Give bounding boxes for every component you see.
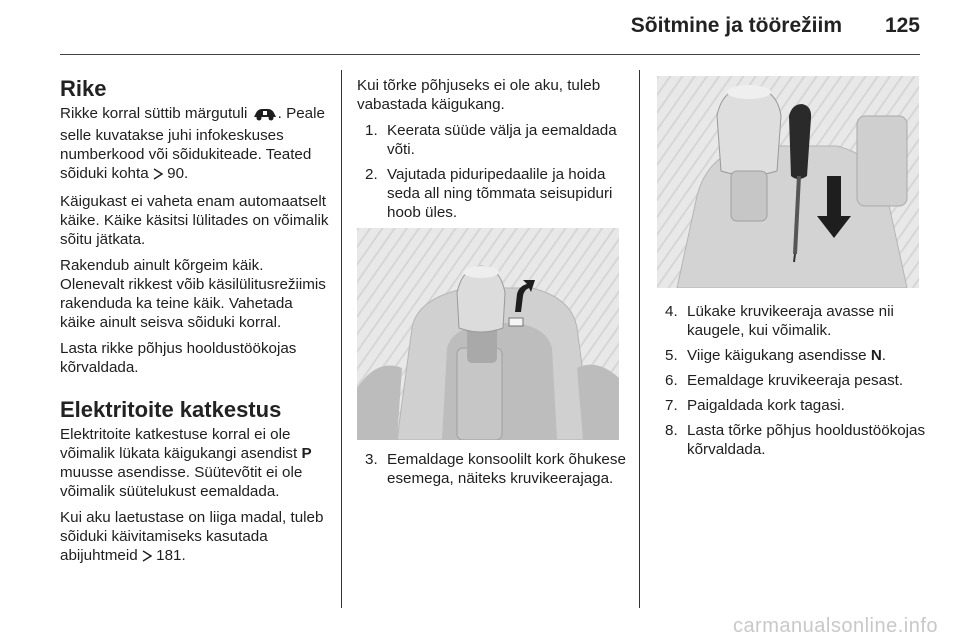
steps-list-2 — [357, 450, 627, 488]
fault-text-b: . — [277, 105, 282, 122]
header-rule — [60, 54, 920, 55]
list-item — [365, 450, 627, 488]
list-item — [665, 346, 927, 365]
column-1 — [60, 76, 330, 574]
step-number: 5. — [665, 347, 678, 364]
fault-text-a: Rikke korral süttib märgutuli — [60, 105, 248, 122]
fault-text-c: Peale selle kuvatakse juhi infokeskuses numberkood või sõidukiteade. Teated sõiduki kohta — [60, 105, 325, 182]
paragraph-no-auto-shift: Käigukast ei vaheta enam automaatselt käike. Käike käsitsi lülitades on võimalik sõitu jätkata. — [60, 193, 329, 248]
reference-arrow-icon — [142, 548, 152, 567]
power-text-b: muusse asendisse. Süütevõtit ei ole võimalik süütelukust eemaldada. — [60, 464, 303, 500]
heading-power-failure: Elektritoite katkestus — [60, 397, 282, 422]
power-text-a: Elektritoite katkestuse korral ei ole võimalik lükata käigukangi asendist — [60, 426, 298, 462]
list-item — [665, 302, 927, 340]
reference-arrow-icon — [153, 166, 163, 185]
column-3 — [657, 76, 927, 465]
step-text: Vajutada piduripedaalile ja hoida seda all ning tõmmata seisupiduri hoob üles. — [387, 166, 613, 221]
page-header — [0, 0, 960, 58]
watermark: carmanualsonline.info — [732, 615, 938, 637]
car-gearbox-warning-icon — [252, 107, 278, 126]
position-p: P — [301, 445, 312, 462]
list-item — [665, 396, 927, 415]
step-text: Eemaldage konsoolilt kork õhukese esemega, näiteks kruvikeerajaga. — [387, 451, 626, 487]
paragraph-fault-lamp — [60, 104, 330, 185]
step-text: Viige käigukang asendisse — [687, 347, 867, 364]
step-number: 6. — [665, 372, 678, 389]
step-text: Lükake kruvikeeraja avasse nii kaugele, kui võimalik. — [687, 303, 894, 339]
list-item — [365, 121, 627, 159]
steps-list-1 — [357, 121, 627, 222]
gear-lever-illustration — [357, 228, 619, 440]
step-number: 7. — [665, 397, 678, 414]
page-number: 125 — [884, 14, 920, 37]
column-divider-2 — [639, 70, 640, 608]
column-2 — [357, 76, 627, 494]
jump-text: Kui aku laetustase on liiga madal, tuleb sõiduki käivitamiseks kasutada abijuhtmeid — [60, 509, 324, 564]
section-title: Sõitmine ja töörežiim — [630, 14, 842, 37]
step-number: 8. — [665, 422, 678, 439]
paragraph-release-lever: Kui tõrke põhjuseks ei ole aku, tuleb vabastada käigukang. — [357, 77, 601, 113]
fault-ref: 90. — [167, 165, 189, 182]
steps-list-3 — [657, 302, 927, 459]
step-text-end: . — [881, 347, 887, 364]
paragraph-highest-gear: Rakendub ainult kõrgeim käik. Olenevalt rikkest võib käsilülitusrežiimis rakenduda ka teine käik. Vahetada käike ainult seisva sõiduki korral. — [60, 257, 326, 331]
paragraph-jump-start — [60, 508, 330, 567]
heading-rike: Rike — [60, 76, 107, 101]
paragraph-repair: Lasta rikke põhjus hooldustöökojas kõrvaldada. — [60, 340, 297, 376]
step-number: 4. — [665, 303, 678, 320]
position-n: N — [870, 347, 882, 364]
jump-ref: 181. — [156, 547, 186, 564]
screwdriver-illustration — [657, 76, 919, 288]
list-item — [665, 421, 927, 459]
list-item — [665, 371, 927, 390]
paragraph-power-failure — [60, 425, 330, 501]
list-item — [365, 165, 627, 222]
step-number: 2. — [365, 166, 378, 183]
step-text: Keerata süüde välja ja eemaldada võti. — [387, 122, 617, 158]
column-divider-1 — [341, 70, 342, 608]
step-number: 3. — [365, 451, 378, 468]
step-text: Lasta tõrke põhjus hooldustöökojas kõrvaldada. — [687, 422, 926, 458]
step-number: 1. — [365, 122, 378, 139]
step-text: Eemaldage kruvikeeraja pesast. — [687, 372, 904, 389]
step-text: Paigaldada kork tagasi. — [687, 397, 845, 414]
